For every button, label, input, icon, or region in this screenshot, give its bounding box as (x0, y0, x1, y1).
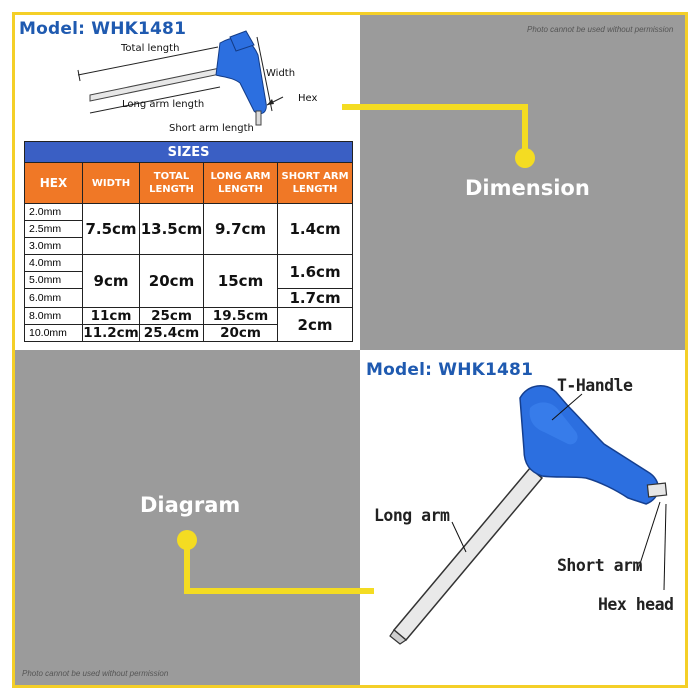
long-arm-cell: 9.7cm (204, 204, 278, 255)
dimension-heading: Dimension (465, 176, 590, 200)
short-arm-length-label: Short arm length (169, 123, 254, 134)
header-short-arm-length: SHORT ARM LENGTH (278, 163, 353, 204)
total-length-cell: 13.5cm (140, 204, 204, 255)
model-title-top: Model: WHK1481 (19, 19, 187, 39)
hex-head-label: Hex head (598, 595, 674, 614)
long-arm-cell: 19.5cm (204, 308, 278, 325)
connector-line-bottom-v (184, 540, 190, 594)
model-title-bottom: Model: WHK1481 (366, 360, 534, 380)
total-length-label: Total length (121, 43, 180, 54)
short-arm-label: Short arm (557, 556, 642, 575)
hex-cell: 10.0mm (25, 325, 83, 342)
width-cell: 11cm (83, 308, 140, 325)
short-arm-cell: 1.7cm (278, 289, 353, 308)
connector-line-top-h (342, 104, 528, 110)
t-handle-label: T-Handle (557, 376, 633, 395)
long-arm-cell: 20cm (204, 325, 278, 342)
total-length-cell: 25.4cm (140, 325, 204, 342)
sizes-title: SIZES (25, 142, 353, 163)
header-total-length: TOTAL LENGTH (140, 163, 204, 204)
short-arm-cell: 1.6cm (278, 255, 353, 289)
width-label: Width (266, 68, 296, 79)
width-cell: 11.2cm (83, 325, 139, 341)
hex-cell: 5.0mm (25, 272, 83, 289)
hex-cell: 6.0mm (25, 289, 83, 308)
short-arm-cell: 1.4cm (278, 204, 353, 255)
long-arm-label: Long arm (374, 506, 450, 525)
width-cell: 7.5cm (83, 204, 140, 255)
connector-dot-top (515, 148, 535, 168)
header-long-arm-length: LONG ARM LENGTH (204, 163, 278, 204)
hex-cell: 3.0mm (25, 238, 83, 255)
header-width: WIDTH (83, 163, 140, 204)
long-arm-length-label: Long arm length (122, 99, 205, 110)
total-length-cell: 25cm (140, 308, 204, 325)
hex-cell: 4.0mm (25, 255, 83, 272)
width-cell: 9cm (83, 255, 140, 308)
hex-cell: 8.0mm (25, 308, 83, 325)
header-hex: HEX (25, 163, 83, 204)
hex-cell: 2.0mm (25, 204, 83, 221)
hex-label: Hex (298, 93, 318, 104)
connector-line-bottom-h (184, 588, 374, 594)
total-length-cell: 20cm (140, 255, 204, 308)
permission-note-bottom: Photo cannot be used without permission (22, 669, 169, 678)
long-arm-cell: 15cm (204, 255, 278, 308)
diagram-heading: Diagram (140, 493, 241, 517)
hex-cell: 2.5mm (25, 221, 83, 238)
permission-note-top: Photo cannot be used without permission (527, 25, 674, 34)
sizes-table (24, 141, 353, 342)
short-arm-cell: 2cm (278, 308, 353, 342)
